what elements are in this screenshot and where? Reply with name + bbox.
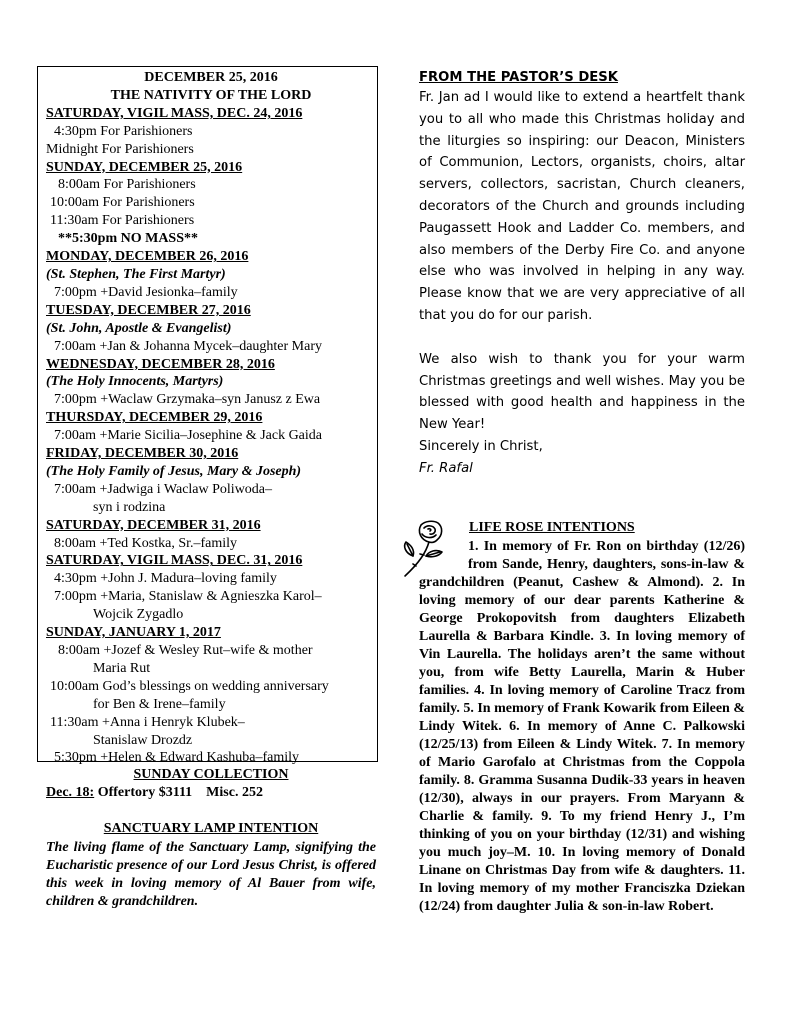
feast-name: (St. Stephen, The First Martyr)	[46, 266, 226, 282]
day-heading: WEDNESDAY, DECEMBER 28, 2016	[46, 356, 275, 372]
mass-line: 4:30pm For Parishioners	[54, 123, 193, 139]
mass-line-cont: Stanislaw Drozdz	[93, 732, 193, 748]
sanctuary-lamp	[46, 820, 376, 911]
day-heading: SATURDAY, VIGIL MASS, DEC. 31, 2016	[46, 553, 303, 569]
day-heading: SUNDAY, DECEMBER 25, 2016	[46, 159, 243, 175]
mass-line-cont: syn i rodzina	[93, 499, 166, 515]
mass-line-cont: Maria Rut	[93, 660, 151, 676]
mass-schedule	[46, 69, 376, 767]
day-heading: THURSDAY, DECEMBER 29, 2016	[46, 410, 263, 426]
pastor-title: FROM THE PASTOR’S DESK	[419, 70, 619, 85]
mass-line: 7:00pm +Maria, Stanislaw & Agnieszka Karol–	[54, 589, 322, 605]
day-heading: MONDAY, DECEMBER 26, 2016	[46, 249, 249, 265]
schedule-feast: THE NATIVITY OF THE LORD	[110, 87, 312, 103]
pastor-closing: Sincerely in Christ,	[419, 438, 543, 454]
day-heading: FRIDAY, DECEMBER 30, 2016	[46, 446, 239, 462]
pastor-signature: Fr. Rafal	[419, 460, 473, 476]
day-heading: SUNDAY, JANUARY 1, 2017	[46, 625, 221, 641]
life-rose-text: 1. In memory of Fr. Ron on birthday (12/26) from Sande, Henry, daughters, sons-in-law & grandchildren (Peanut, Cashew & Almond). 2. In loving memory of our dear parents Katherine & George Prokopovitsh from daughters Elizabeth Laurella & Barbara Kindle. 3. In loving memory of Vin Laurella. The holidays aren’t the same without you, from wife Betty Laurella, Marin & Huber families. 4. In loving memory of Caroline Tracz from family. 5. In memory of Frank Kowarik from Eileen & Lindy Witek. 6. In memory of Anne C. Palkowski (12/25/13) from Eileen & Lindy Witek. 7. In memory of Mario Garofalo at Christmas from the Coppola family. 8. Gramma Susanna Dudik-33 years in heaven (12/30), always in our prayers. From Maryann & Charlie & family. 9. To my friend Henry J., I’m thinking of you on your birthday (12/31) and wishing you much joy–M. 10. In loving memory of Donald Linane on Christmas Day from wife & daughters. 11. In loving memory of my mother Franciszka Dziekan (12/24) from daughter Julia & son-in-law Robert.	[419, 539, 745, 914]
collection-line	[46, 784, 376, 802]
lamp-text: The living flame of the Sanctuary Lamp, signifying the Eucharistic presence of our Lord Jesus Christ, is offered this week in loving memory of Al Bauer from wife, children & grandchildren.	[46, 840, 376, 909]
day-heading: SATURDAY, DECEMBER 31, 2016	[46, 517, 261, 533]
day-heading: TUESDAY, DECEMBER 27, 2016	[46, 302, 251, 318]
mass-line-cont: Wojcik Zygadlo	[93, 607, 184, 623]
collection-title: SUNDAY COLLECTION	[133, 767, 289, 782]
mass-line: 4:30pm +John J. Madura–loving family	[54, 571, 277, 587]
mass-line: 5:30pm +Helen & Edward Kashuba–family	[54, 750, 300, 766]
mass-line: 7:00am +Marie Sicilia–Josephine & Jack Gaida	[54, 428, 322, 444]
feast-name: (The Holy Innocents, Martyrs)	[46, 374, 224, 390]
mass-line: 7:00pm +David Jesionka–family	[54, 284, 238, 300]
paragraph-gap	[419, 327, 745, 349]
pastors-desk	[419, 68, 745, 480]
mass-line-cont: for Ben & Irene–family	[93, 696, 226, 712]
mass-line: 11:30am +Anna i Henryk Klubek–	[50, 714, 245, 730]
mass-line: Midnight For Parishioners	[46, 141, 194, 157]
mass-line: 8:00am +Ted Kostka, Sr.–family	[54, 535, 238, 551]
mass-note: **5:30pm NO MASS**	[58, 231, 199, 247]
mass-line: 10:00am For Parishioners	[50, 195, 195, 211]
pastor-paragraph: Fr. Jan ad I would like to extend a heartfelt thank you to all who made this Christmas holiday and the liturgies so inspiring: our Deacon, Ministers of Communion, Lectors, organists, choirs, altar servers, collectors, sacristan, Church cleaners, decorators of the Church and grounds including Paugassett Hook and Ladder Co. members, and also members of the Derby Fire Co. and anyone else who was involved in helping in any way. Please know that we are very appreciative of all that you do for our parish.	[419, 90, 745, 323]
mass-line: 10:00am God’s blessings on wedding anniversary	[50, 678, 329, 694]
mass-line: 11:30am For Parishioners	[50, 213, 195, 229]
day-heading: SATURDAY, VIGIL MASS, DEC. 24, 2016	[46, 105, 303, 121]
schedule-date: DECEMBER 25, 2016	[144, 70, 278, 85]
mass-line: 8:00am +Jozef & Wesley Rut–wife & mother	[58, 643, 313, 658]
mass-line: 7:00am +Jadwiga i Waclaw Poliwoda–	[54, 481, 273, 497]
mass-line: 7:00am +Jan & Johanna Mycek–daughter Mary	[54, 338, 322, 354]
mass-line: 7:00pm +Waclaw Grzymaka–syn Janusz z Ewa	[54, 392, 321, 408]
sunday-collection	[46, 766, 376, 802]
collection-amounts: Offertory $3111 Misc. 252	[94, 785, 263, 800]
feast-name: (The Holy Family of Jesus, Mary & Joseph)	[46, 463, 302, 479]
lamp-title: SANCTUARY LAMP INTENTION	[103, 821, 319, 836]
life-rose-title: LIFE ROSE INTENTIONS	[469, 520, 635, 535]
feast-name: (St. John, Apostle & Evangelist)	[46, 320, 232, 336]
mass-line: 8:00am For Parishioners	[58, 177, 196, 193]
collection-date: Dec. 18:	[46, 785, 95, 800]
pastor-paragraph: We also wish to thank you for your warm Christmas greetings and well wishes. May you be blessed with good health and happiness in the New Year!	[419, 351, 745, 433]
